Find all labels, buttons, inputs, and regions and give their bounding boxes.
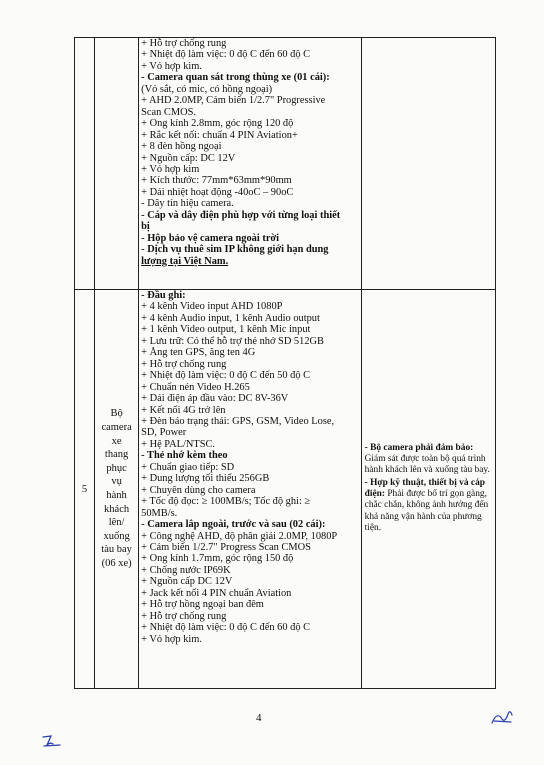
- spec-line: + Nguồn cấp DC 12V: [141, 576, 233, 588]
- requirement-heading: - Bộ camera phải đảm bảo:: [364, 442, 474, 453]
- spec-line: + Tốc độ đọc: ≥ 100MB/s; Tốc độ ghi: ≥: [141, 496, 311, 508]
- page-number: 4: [256, 712, 262, 724]
- name-cell-empty: [95, 38, 139, 290]
- table-row-continued: [75, 38, 496, 290]
- requirement-text: Giám sát được toàn bộ quá trình hành khách lên và xuống tàu bay.: [364, 454, 490, 476]
- spec-line: + Hệ PAL/NTSC.: [141, 438, 216, 450]
- spec-line: + Chống nước IP69K: [141, 564, 231, 576]
- spec-cell: [139, 290, 362, 689]
- spec-line: (Vỏ sắt, có mic, có hồng ngoại): [141, 83, 273, 95]
- spec-line: + 1 kênh Video output, 1 kênh Mic input: [141, 324, 311, 336]
- item-name-line: xe: [111, 435, 122, 447]
- spec-line: + Nhiệt độ làm việc: 0 độ C đến 60 độ C: [141, 49, 311, 61]
- spec-line: + Lưu trữ: Có thể hỗ trợ thẻ nhớ SD 512GB: [141, 335, 324, 347]
- spec-line: + Công nghệ AHD, độ phân giải 2.0MP, 1080P: [141, 530, 338, 542]
- spec-line: + Ống kính 2.8mm, góc rộng 120 độ: [141, 118, 294, 130]
- spec-line: + 4 kênh Video input AHD 1080P: [141, 301, 283, 313]
- item-name-line: lên/: [108, 517, 125, 529]
- spec-line: - Đầu ghi:: [141, 290, 186, 301]
- table-row-5: [75, 290, 496, 689]
- requirements-cell: [361, 290, 495, 689]
- spec-line: + Nguồn cấp: DC 12V: [141, 152, 236, 164]
- item-name-line: Bộ: [110, 408, 123, 420]
- spec-line: + Kết nối 4G trở lên: [141, 404, 226, 416]
- spec-line: + Vỏ hợp kim.: [141, 633, 202, 645]
- spec-line: + 4 kênh Audio input, 1 kênh Audio output: [141, 312, 320, 324]
- spec-line: + Dung lượng tối thiểu 256GB: [141, 473, 270, 485]
- spec-line: + Nhiệt độ làm việc: 0 độ C đến 60 độ C: [141, 622, 311, 634]
- spec-line: - Camera lắp ngoài, trước và sau (02 cái):: [141, 519, 326, 531]
- spec-line: + Cảm biến 1/2.7" Progress Scan CMOS: [141, 541, 311, 553]
- spec-line: + Ống kính 1.7mm, góc rộng 150 độ: [141, 553, 294, 565]
- item-name-line: xuống: [103, 530, 130, 542]
- spec-line: + Vỏ hợp kim: [141, 163, 200, 175]
- spec-line: + Dải nhiệt hoạt động -40oC – 90oC: [141, 186, 294, 198]
- spec-line: + Hỗ trợ chống rung: [141, 38, 227, 49]
- item-name-cell: [95, 290, 139, 689]
- item-name-line: phục: [106, 462, 127, 474]
- requirement-heading: - Hợp kỹ thuật, thiết bị và cáp điện:: [364, 477, 485, 499]
- item-name-line: tàu bay: [101, 544, 132, 556]
- spec-line: - Hộp bảo vệ camera ngoài trời: [141, 232, 280, 244]
- item-name-line: hành: [106, 490, 127, 501]
- spec-line: - Camera quan sát trong thùng xe (01 cái):: [141, 72, 330, 84]
- item-name-line: khách: [104, 503, 130, 515]
- row-number: 5: [75, 290, 95, 689]
- spec-line: - Dây tín hiệu camera.: [141, 198, 234, 210]
- spec-line: + Chuẩn giao tiếp: SD: [141, 461, 235, 473]
- spec-line: - Thẻ nhớ kèm theo: [141, 450, 228, 462]
- signature-mark-icon: [488, 705, 516, 727]
- spec-line: + Đèn báo trạng thái: GPS, GSM, Video Lose,: [141, 415, 335, 427]
- spec-line: + Rắc kết nối: chuẩn 4 PIN Aviation+: [141, 129, 298, 141]
- spec-line: + Hỗ trợ chống rung: [141, 358, 227, 370]
- spec-line: + Jack kết nối 4 PIN chuẩn Aviation: [141, 587, 292, 599]
- initials-signature-icon: [40, 733, 64, 749]
- requirement-text: Phải được bố trí gọn gàng, chắc chắn, không ảnh hưởng đến khả năng vận hành của phương tiện.: [364, 489, 489, 533]
- spec-line: + Nhiệt độ làm việc: 0 độ C đến 50 độ C: [141, 370, 311, 382]
- spec-line: SD, Power: [141, 427, 187, 439]
- spec-line: 50MB/s.: [141, 507, 178, 519]
- spec-line: + AHD 2.0MP, Cảm biến 1/2.7" Progressive: [141, 95, 326, 107]
- spec-table: [74, 37, 496, 689]
- item-name-line: camera: [101, 422, 132, 434]
- spec-line: lượng tại Việt Nam.: [141, 255, 229, 267]
- spec-line: + Kích thước: 77mm*63mm*90mm: [141, 175, 292, 187]
- spec-cell-continued: [139, 38, 362, 290]
- item-name-line: (06 xe): [101, 557, 132, 569]
- spec-line: + Ăng ten GPS, ăng ten 4G: [141, 347, 256, 359]
- requirement-note: [365, 443, 492, 477]
- spec-line: + Chuyên dùng cho camera: [141, 484, 256, 496]
- spec-line: - Dịch vụ thuê sim IP không giới hạn dung: [141, 244, 329, 256]
- requirement-note: [365, 478, 492, 534]
- spec-line: - Cáp và dây điện phù hợp với từng loại thiết: [141, 209, 341, 221]
- spec-line: bị: [141, 221, 150, 233]
- spec-line: + Hỗ trợ chống rung: [141, 610, 227, 622]
- item-name-line: vụ: [111, 476, 122, 488]
- spec-line: + 8 đèn hồng ngoại: [141, 141, 222, 153]
- spec-line: + Chuẩn nén Video H.265: [141, 381, 250, 393]
- spec-line: + Hỗ trợ hồng ngoại ban đêm: [141, 599, 264, 611]
- spec-line: Scan CMOS.: [141, 106, 196, 118]
- spec-line: + Vỏ hợp kim.: [141, 60, 202, 72]
- number-cell-empty: [75, 38, 95, 290]
- spec-line: + Dải điện áp đầu vào: DC 8V-36V: [141, 393, 289, 405]
- notes-cell-empty: [361, 38, 495, 290]
- item-name-line: thang: [104, 449, 129, 461]
